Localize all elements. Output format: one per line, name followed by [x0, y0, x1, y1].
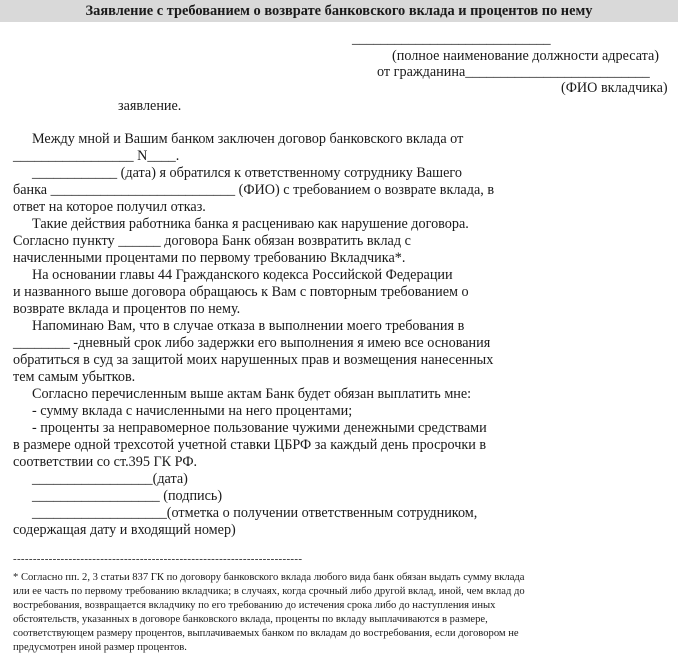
body-line: Согласно перечисленным выше актам Банк будет обязан выплатить мне:	[32, 386, 472, 402]
body-line: - сумму вклада с начисленными на него процентами;	[32, 403, 353, 419]
signature-line: __________________ (подпись)	[32, 488, 223, 504]
body-line: ответ на которое получил отказ.	[13, 199, 206, 215]
body-line: Между мной и Вашим банком заключен договор банковского вклада от	[32, 131, 464, 147]
addressee-caption: (полное наименование должности адресата)	[392, 48, 660, 64]
footnote-line: предусмотрен иной размер процентов.	[13, 642, 187, 653]
body-line: Напоминаю Вам, что в случае отказа в выполнении моего требования в	[32, 318, 465, 334]
footnote-line: обстоятельств, указанных в договоре банковского вклада, проценты по вкладу выплачиваются в размере,	[13, 614, 488, 625]
body-line: соответствии со ст.395 ГК РФ.	[13, 454, 198, 470]
from-citizen-line: от гражданина__________________________	[377, 64, 650, 80]
footnote-line: или ее часть по первому требованию вкладчика; в случаях, когда срочный либо другой вклад, иной, чем вклад до	[13, 586, 525, 597]
date-signature-line: _________________(дата)	[32, 471, 188, 487]
statement-heading: заявление.	[118, 98, 182, 114]
body-line: Согласно пункту ______ договора Банк обязан возвратить вклад с	[13, 233, 411, 249]
body-line: ________ -дневный срок либо задержки его выполнения я имею все основания	[13, 335, 491, 351]
body-line: ____________ (дата) я обратился к ответственному сотруднику Вашего	[32, 165, 462, 181]
body-line: в размере одной трехсотой учетной ставки ЦБРФ за каждый день просрочки в	[13, 437, 487, 453]
body-line: - проценты за неправомерное пользование чужими денежными средствами	[32, 420, 487, 436]
body-line: и названного выше договора обращаюсь к Вам с повторным требованием о	[13, 284, 469, 300]
footnote-line: * Согласно пп. 2, 3 статьи 837 ГК по договору банковского вклада любого вида банк обязан выдать сумму вклада	[13, 572, 525, 583]
body-line: Такие действия работника банка я расцениваю как нарушение договора.	[32, 216, 469, 232]
footnote-line: востребования, возвращается вкладчику по его требованию до истечения срока либо до наступления иных	[13, 600, 496, 611]
body-line: На основании главы 44 Гражданского кодекса Российской Федерации	[32, 267, 453, 283]
body-line: _________________ N____.	[13, 148, 180, 164]
body-line: обратиться в суд за защитой моих нарушенных прав и возмещения нанесенных	[13, 352, 494, 368]
receipt-mark-line: ___________________(отметка о получении ответственным сотрудником,	[32, 505, 478, 521]
receipt-mark-caption: содержащая дату и входящий номер)	[13, 522, 236, 538]
footnote-line: соответствующем размеру процентов, выплачиваемых банком по вкладам до востребования, если договором не	[13, 628, 519, 639]
addressee-line: ____________________________	[352, 31, 551, 47]
body-line: банка __________________________ (ФИО) с требованием о возврате вклада, в	[13, 182, 495, 198]
depositor-caption: (ФИО вкладчика)	[561, 80, 668, 96]
footnote-separator: -------------------------------------------------------------------------	[13, 553, 303, 565]
document-title: Заявление с требованием о возврате банковского вклада и процентов по нему	[0, 0, 678, 22]
body-line: возврате вклада и процентов по нему.	[13, 301, 241, 317]
body-line: тем самым убытков.	[13, 369, 136, 385]
body-line: начисленными процентами по первому требованию Вкладчика*.	[13, 250, 406, 266]
